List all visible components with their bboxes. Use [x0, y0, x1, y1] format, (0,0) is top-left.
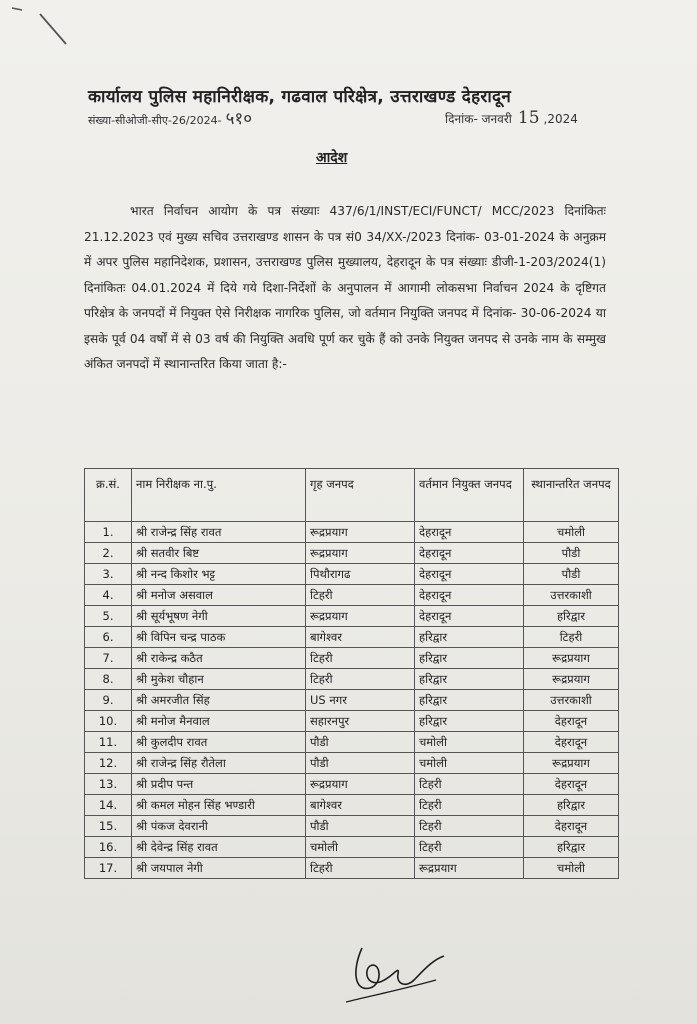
table-row [85, 522, 619, 543]
cell-current: देहरादून [415, 564, 524, 585]
cell-serial: 11. [85, 732, 132, 753]
cell-name: श्री पंकज देवरानी [132, 816, 306, 837]
cell-name: श्री मनोज मैनवाल [132, 711, 306, 732]
reference-number [88, 106, 252, 129]
cell-name: श्री देवेन्द्र सिंह रावत [132, 837, 306, 858]
cell-home: टिहरी [306, 648, 415, 669]
cell-home: पौडी [306, 753, 415, 774]
cell-home: पौडी [306, 732, 415, 753]
cell-transferred: चमोली [524, 522, 619, 543]
cell-current: हरिद्वार [415, 669, 524, 690]
cell-transferred: उत्तरकाशी [524, 585, 619, 606]
cell-home: रूद्रप्रयाग [306, 606, 415, 627]
cell-serial: 10. [85, 711, 132, 732]
cell-home: पिथौरागढ [306, 564, 415, 585]
cell-serial: 8. [85, 669, 132, 690]
table-header-row [85, 469, 619, 522]
cell-name: श्री सूर्यभूषण नेगी [132, 606, 306, 627]
cell-transferred: पौडी [524, 564, 619, 585]
header-transferred: स्थानान्तरित जनपद [524, 469, 619, 522]
cell-name: श्री कमल मोहन सिंह भण्डारी [132, 795, 306, 816]
cell-transferred: रूद्रप्रयाग [524, 669, 619, 690]
cell-transferred: देहरादून [524, 732, 619, 753]
cell-serial: 5. [85, 606, 132, 627]
table-row [85, 543, 619, 564]
table-row [85, 711, 619, 732]
table-row [85, 732, 619, 753]
order-paragraph: भारत निर्वाचन आयोग के पत्र संख्याः 437/6/1/INST/ECI/FUNCT/ MCC/2023 दिनांकितः 21.12.2023 एवं मुख्य सचिव उत्तराखण्ड शासन के पत्र सं0 34/XX-/2023 दिनांक- 03-01-2024 के अनुक्रम में अपर पुलिस महानिदेशक, प्रशासन, उत्तराखण्ड पुलिस मुख्यालय, देहरादून के पत्र संख्याः डीजी-1-203/2024(1) दिनांकितः 04.01.2024 में दिये गये दिशा-निर्देशों के अनुपालन में आगामी लोकसभा निर्वाचन 2024 के दृष्टिगत परिक्षेत्र के जनपदों में नियुक्त ऐसे निरीक्षक नागरिक पुलिस, जो वर्तमान नियुक्ति जनपद में दिनांक- 30-06-2024 या इसके पूर्व 04 वर्षों में से 03 वर्ष की नियुक्ति अवधि पूर्ण कर चुके हैं को उनके नियुक्त जनपद से उनके नाम के सम्मुख अंकित जनपदों में स्थानान्तरित किया जाता है:- [84, 204, 606, 371]
cell-current: चमोली [415, 732, 524, 753]
cell-current: टिहरी [415, 837, 524, 858]
cell-home: बागेश्वर [306, 795, 415, 816]
cell-current: टिहरी [415, 774, 524, 795]
cell-serial: 6. [85, 627, 132, 648]
table-row [85, 816, 619, 837]
table-row [85, 648, 619, 669]
date-year: ,2024 [543, 112, 578, 126]
cell-current: देहरादून [415, 585, 524, 606]
cell-name: श्री राजेन्द्र सिंह रावत [132, 522, 306, 543]
cell-name: श्री मनोज असवाल [132, 585, 306, 606]
cell-home: टिहरी [306, 585, 415, 606]
cell-home: बागेश्वर [306, 627, 415, 648]
reference-handwritten: ५१० [225, 109, 253, 129]
cell-serial: 4. [85, 585, 132, 606]
cell-home: US नगर [306, 690, 415, 711]
cell-name: श्री विपिन चन्द्र पाठक [132, 627, 306, 648]
table-row [85, 858, 619, 879]
cell-name: श्री कुलदीप रावत [132, 732, 306, 753]
cell-home: सहारनपुर [306, 711, 415, 732]
table-row [85, 564, 619, 585]
header-serial: क्र.सं. [85, 469, 132, 522]
cell-name: श्री जयपाल नेगी [132, 858, 306, 879]
cell-serial: 1. [85, 522, 132, 543]
cell-transferred: रूद्रप्रयाग [524, 648, 619, 669]
cell-serial: 9. [85, 690, 132, 711]
signature [340, 930, 470, 1010]
cell-serial: 3. [85, 564, 132, 585]
cell-name: श्री राकेन्द्र कठैत [132, 648, 306, 669]
cell-home: टिहरी [306, 858, 415, 879]
table-row [85, 669, 619, 690]
cell-transferred: देहरादून [524, 774, 619, 795]
cell-current: हरिद्वार [415, 627, 524, 648]
order-title: आदेश [316, 150, 348, 166]
cell-transferred: उत्तरकाशी [524, 690, 619, 711]
date-handwritten: 15 [517, 108, 540, 128]
table-row [85, 774, 619, 795]
transfer-table [84, 468, 619, 879]
cell-name: श्री सतवीर बिष्ट [132, 543, 306, 564]
reference-number-text: संख्या-सीओजी-सीए-26/2024- [88, 114, 222, 127]
table-row [85, 795, 619, 816]
cell-current: हरिद्वार [415, 690, 524, 711]
cell-transferred: हरिद्वार [524, 795, 619, 816]
cell-home: रूद्रप्रयाग [306, 522, 415, 543]
cell-serial: 13. [85, 774, 132, 795]
cell-name: श्री अमरजीत सिंह [132, 690, 306, 711]
cell-serial: 17. [85, 858, 132, 879]
cell-current: चमोली [415, 753, 524, 774]
corner-fold-mark [0, 0, 120, 60]
cell-current: रूद्रप्रयाग [415, 858, 524, 879]
header-name: नाम निरीक्षक ना.पु. [132, 469, 306, 522]
table-row [85, 606, 619, 627]
table-row [85, 627, 619, 648]
cell-home: टिहरी [306, 669, 415, 690]
table-row [85, 753, 619, 774]
cell-serial: 16. [85, 837, 132, 858]
header-current: वर्तमान नियुक्त जनपद [415, 469, 524, 522]
cell-home: रूद्रप्रयाग [306, 543, 415, 564]
cell-current: देहरादून [415, 606, 524, 627]
cell-home: रूद्रप्रयाग [306, 774, 415, 795]
cell-name: श्री मुकेश चौहान [132, 669, 306, 690]
cell-home: चमोली [306, 837, 415, 858]
cell-name: श्री राजेन्द्र सिंह रौतेला [132, 753, 306, 774]
cell-current: हरिद्वार [415, 648, 524, 669]
table-body [85, 522, 619, 879]
cell-transferred: हरिद्वार [524, 837, 619, 858]
cell-transferred: टिहरी [524, 627, 619, 648]
table-row [85, 837, 619, 858]
table-row [85, 690, 619, 711]
cell-current: टिहरी [415, 816, 524, 837]
cell-current: हरिद्वार [415, 711, 524, 732]
cell-transferred: चमोली [524, 858, 619, 879]
order-body [84, 199, 606, 378]
cell-serial: 14. [85, 795, 132, 816]
cell-current: देहरादून [415, 543, 524, 564]
cell-name: श्री प्रदीप पन्त [132, 774, 306, 795]
cell-transferred: रूद्रप्रयाग [524, 753, 619, 774]
cell-transferred: हरिद्वार [524, 606, 619, 627]
cell-transferred: पौडी [524, 543, 619, 564]
cell-serial: 7. [85, 648, 132, 669]
table-row [85, 585, 619, 606]
order-date [445, 108, 578, 128]
cell-transferred: देहरादून [524, 816, 619, 837]
header-home: गृह जनपद [306, 469, 415, 522]
cell-serial: 15. [85, 816, 132, 837]
cell-serial: 2. [85, 543, 132, 564]
cell-serial: 12. [85, 753, 132, 774]
cell-home: पौडी [306, 816, 415, 837]
cell-current: देहरादून [415, 522, 524, 543]
cell-current: टिहरी [415, 795, 524, 816]
cell-transferred: देहरादून [524, 711, 619, 732]
date-label: दिनांक- जनवरी [445, 112, 512, 126]
cell-name: श्री नन्द किशोर भट्ट [132, 564, 306, 585]
office-header: कार्यालय पुलिस महानिरीक्षक, गढवाल परिक्षेत्र, उत्तराखण्ड देहरादून [88, 87, 512, 107]
